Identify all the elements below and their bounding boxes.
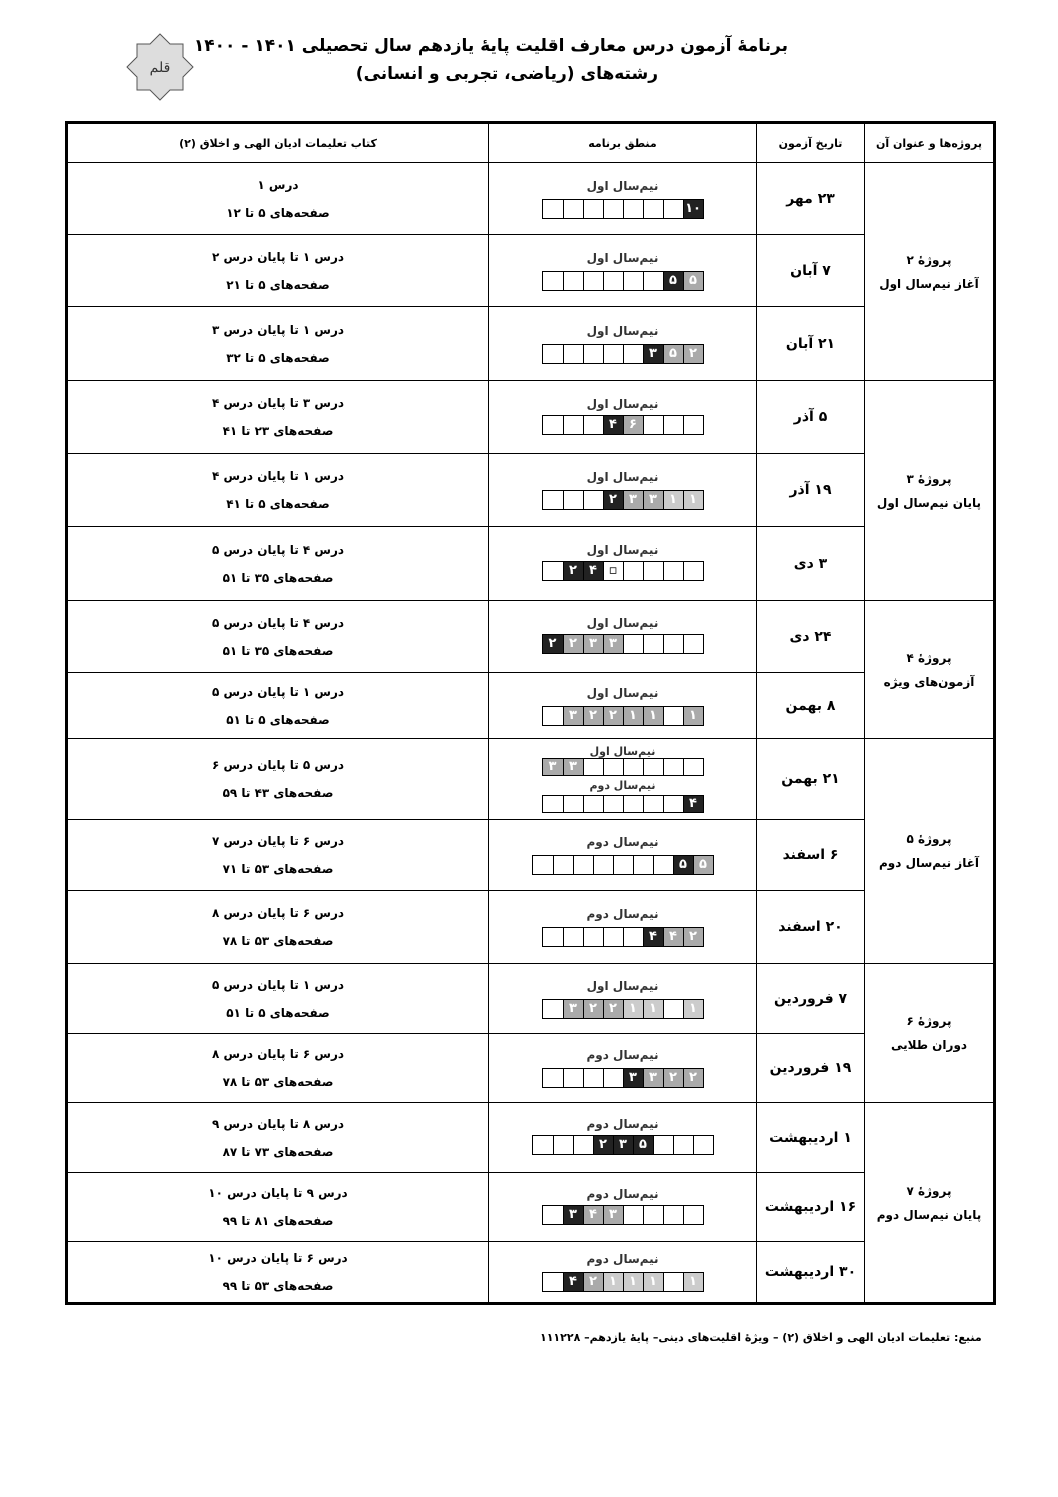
table-row [67, 1173, 995, 1242]
lesson-box [563, 491, 583, 509]
lesson-box [693, 1136, 713, 1154]
lesson-box: ۱ [603, 1273, 623, 1291]
header-logic: منطق برنامه [489, 123, 757, 163]
lesson-range: درس ۴ تا پایان درس ۵ [211, 542, 345, 557]
lesson-box [583, 200, 603, 218]
lesson-box [683, 1206, 703, 1224]
project-cell [865, 163, 995, 381]
lesson-box [603, 759, 623, 775]
semester-label: نیم‌سال اول [586, 543, 659, 557]
lesson-box [533, 856, 553, 874]
table-row [67, 527, 995, 601]
exam-date: ۱ اردیبهشت [757, 1103, 865, 1173]
lesson-box [663, 416, 683, 434]
lesson-boxes [542, 344, 704, 364]
lesson-box: ۲ [593, 1136, 613, 1154]
lesson-box: ۱ [643, 1273, 663, 1291]
lesson-box: ۳ [563, 707, 583, 725]
semester-label: نیم‌سال دوم [586, 1117, 659, 1131]
lesson-box [543, 1273, 563, 1291]
lesson-box [593, 856, 613, 874]
lesson-box [583, 1069, 603, 1087]
lesson-box [563, 796, 583, 812]
program-logic-cell [489, 673, 757, 739]
table-row [67, 964, 995, 1034]
exam-date: ۷ فروردین [757, 964, 865, 1034]
exam-date: ۲۰ اسفند [757, 891, 865, 964]
lesson-box [623, 1206, 643, 1224]
exam-date: ۳ دی [757, 527, 865, 601]
table-row [67, 1103, 995, 1173]
page-range: صفحه‌های ۵۳ تا ۷۱ [222, 862, 334, 876]
book-cell [67, 307, 489, 381]
lesson-range: درس ۱ تا پایان درس ۴ [211, 469, 345, 483]
lesson-box: ▫ [603, 562, 623, 580]
lesson-box [663, 200, 683, 218]
lesson-box [603, 200, 623, 218]
lesson-box: ۳ [603, 635, 623, 653]
lesson-box: ۵ [663, 272, 683, 290]
page-range: صفحه‌های ۵ تا ۱۲ [226, 205, 330, 220]
program-logic-cell [489, 891, 757, 964]
table-row [67, 891, 995, 964]
lesson-box: ۱ [683, 491, 703, 509]
program-logic-cell [489, 964, 757, 1034]
exam-date: ۱۹ فروردین [757, 1034, 865, 1103]
lesson-range: درس ۶ تا پایان درس ۷ [211, 834, 345, 848]
program-logic-cell [489, 1173, 757, 1242]
lesson-boxes [542, 1068, 704, 1088]
table-row [67, 454, 995, 527]
exam-date: ۸ بهمن [757, 673, 865, 739]
exam-date: ۳۰ اردیبهشت [757, 1242, 865, 1304]
program-logic-cell [489, 601, 757, 673]
lesson-box [643, 796, 663, 812]
table-row [67, 307, 995, 381]
lesson-box: ۳ [623, 1069, 643, 1087]
semester-label: نیم‌سال دوم [589, 779, 656, 792]
lesson-box: ۳ [613, 1136, 633, 1154]
lesson-box [623, 796, 643, 812]
lesson-range: درس ۱ [257, 177, 299, 192]
lesson-box [623, 200, 643, 218]
lesson-box: ۴ [583, 562, 603, 580]
lesson-box [543, 272, 563, 290]
project-name: پروژهٔ ۳ [906, 471, 952, 486]
lesson-box: ۱ [623, 707, 643, 725]
lesson-box [673, 1136, 693, 1154]
lesson-box [643, 635, 663, 653]
lesson-box [563, 928, 583, 946]
lesson-box [663, 796, 683, 812]
exam-date: ۵ آذر [757, 381, 865, 454]
lesson-box: ۲ [583, 1273, 603, 1291]
lesson-box: ۵ [663, 345, 683, 363]
lesson-box [543, 345, 563, 363]
table-row [67, 820, 995, 891]
lesson-range: درس ۳ تا پایان درس ۴ [211, 396, 345, 410]
program-logic-cell [489, 235, 757, 307]
lesson-box: ۳ [563, 1206, 583, 1224]
semester-label: نیم‌سال دوم [586, 1048, 659, 1062]
lesson-boxes [542, 634, 704, 654]
lesson-box: ۳ [603, 1206, 623, 1224]
lesson-boxes [532, 855, 714, 875]
program-logic-cell [489, 454, 757, 527]
lesson-box [653, 1136, 673, 1154]
semester-label: نیم‌سال دوم [586, 835, 659, 849]
lesson-box: ۱ [643, 707, 663, 725]
page-range: صفحه‌های ۲۳ تا ۴۱ [222, 424, 334, 438]
lesson-box [663, 1206, 683, 1224]
lesson-box [613, 856, 633, 874]
page-title: برنامهٔ آزمون درس معارف اقلیت پایهٔ یازدهم سال تحصیلی ۱۴۰۱ - ۱۴۰۰ [193, 36, 788, 56]
lesson-box [683, 416, 703, 434]
lesson-box [683, 562, 703, 580]
lesson-box [603, 796, 623, 812]
lesson-box [563, 1069, 583, 1087]
lesson-box [533, 1136, 553, 1154]
lesson-box: ۴ [603, 416, 623, 434]
lesson-box [543, 707, 563, 725]
page-range: صفحه‌های ۵۳ تا ۷۸ [222, 1075, 334, 1089]
lesson-boxes [542, 561, 704, 581]
book-cell [67, 235, 489, 307]
book-cell [67, 820, 489, 891]
lesson-box [643, 562, 663, 580]
lesson-box [633, 856, 653, 874]
lesson-box: ۲ [663, 1069, 683, 1087]
semester-label: نیم‌سال دوم [586, 1186, 659, 1201]
exam-date: ۲۳ مهر [757, 163, 865, 235]
lesson-box: ۳ [643, 1069, 663, 1087]
lesson-box [603, 272, 623, 290]
lesson-box [583, 416, 603, 434]
lesson-box [663, 1000, 683, 1018]
lesson-box [623, 345, 643, 363]
lesson-range: درس ۵ تا پایان درس ۶ [211, 758, 345, 772]
page-range: صفحه‌های ۵۳ تا ۹۹ [222, 1279, 334, 1293]
lesson-box [643, 1206, 663, 1224]
project-name: پروژهٔ ۵ [906, 832, 952, 846]
lesson-box [663, 635, 683, 653]
lesson-box [543, 796, 563, 812]
lesson-range: درس ۱ تا پایان درس ۵ [211, 977, 345, 992]
lesson-box: ۱۰ [683, 200, 703, 218]
project-cell [865, 601, 995, 739]
semester-label: نیم‌سال اول [586, 616, 659, 630]
page-range: صفحه‌های ۷۳ تا ۸۷ [222, 1144, 334, 1159]
lesson-boxes [542, 706, 704, 726]
lesson-box [563, 416, 583, 434]
lesson-box: ۵ [633, 1136, 653, 1154]
book-cell [67, 1242, 489, 1304]
program-logic-cell [489, 307, 757, 381]
lesson-box [583, 491, 603, 509]
semester-label: نیم‌سال اول [586, 323, 659, 338]
table-row [67, 235, 995, 307]
lesson-box [683, 635, 703, 653]
project-subtitle: دوران طلایی [890, 1038, 968, 1052]
lesson-boxes [542, 1272, 704, 1292]
lesson-box [623, 635, 643, 653]
lesson-box: ۲ [563, 562, 583, 580]
lesson-boxes [542, 1205, 704, 1225]
lesson-box [623, 928, 643, 946]
lesson-box [553, 856, 573, 874]
page-range: صفحه‌های ۴۳ تا ۵۹ [222, 786, 334, 800]
header-date: تاریخ آزمون [757, 123, 865, 163]
book-cell [67, 1034, 489, 1103]
lesson-box: ۵ [673, 856, 693, 874]
program-logic-cell [489, 527, 757, 601]
page-range: صفحه‌های ۵ تا ۴۱ [226, 497, 330, 511]
book-cell [67, 964, 489, 1034]
table-row [67, 601, 995, 673]
project-name: پروژهٔ ۶ [906, 1014, 952, 1028]
lesson-box [683, 759, 703, 775]
book-cell [67, 1173, 489, 1242]
project-cell [865, 739, 995, 964]
page-range: صفحه‌های ۸۱ تا ۹۹ [222, 1214, 334, 1228]
lesson-box [643, 272, 663, 290]
lesson-box [663, 562, 683, 580]
lesson-box: ۴ [683, 796, 703, 812]
table-row [67, 1034, 995, 1103]
table-row [67, 673, 995, 739]
svg-text:قلم: قلم [149, 60, 171, 76]
lesson-box [603, 1069, 623, 1087]
table-row [67, 1242, 995, 1304]
lesson-boxes [542, 999, 704, 1019]
table-row [67, 163, 995, 235]
project-subtitle: آغاز نیم‌سال اول [879, 276, 979, 291]
book-cell [67, 1103, 489, 1173]
book-cell [67, 673, 489, 739]
table-header-row [67, 123, 995, 163]
lesson-boxes [542, 795, 704, 813]
lesson-box: ۲ [603, 1000, 623, 1018]
exam-date: ۲۴ دی [757, 601, 865, 673]
semester-label: نیم‌سال دوم [586, 907, 659, 921]
book-cell [67, 739, 489, 820]
lesson-box [543, 1069, 563, 1087]
lesson-box: ۳ [643, 491, 663, 509]
lesson-range: درس ۱ تا پایان درس ۲ [211, 249, 345, 264]
lesson-range: درس ۹ تا پایان درس ۱۰ [208, 1186, 348, 1200]
lesson-box: ۲ [683, 1069, 703, 1087]
lesson-box [663, 707, 683, 725]
lesson-box [543, 1206, 563, 1224]
book-cell [67, 601, 489, 673]
project-cell [865, 381, 995, 601]
lesson-box: ۱ [683, 1000, 703, 1018]
semester-label: نیم‌سال اول [586, 396, 659, 411]
lesson-boxes [542, 927, 704, 947]
lesson-range: درس ۴ تا پایان درس ۵ [211, 615, 345, 630]
lesson-boxes [542, 490, 704, 510]
semester-label: نیم‌سال اول [586, 978, 659, 993]
exam-date: ۱۶ اردیبهشت [757, 1173, 865, 1242]
lesson-box [623, 759, 643, 775]
project-subtitle: آغاز نیم‌سال دوم [878, 856, 980, 870]
book-cell [67, 891, 489, 964]
lesson-range: درس ۶ تا پایان درس ۸ [211, 906, 345, 920]
lesson-box: ۳ [623, 491, 643, 509]
lesson-box [543, 200, 563, 218]
lesson-box [583, 796, 603, 812]
program-logic-cell [489, 739, 757, 820]
lesson-box [623, 272, 643, 290]
lesson-box: ۱ [623, 1273, 643, 1291]
exam-date: ۷ آبان [757, 235, 865, 307]
lesson-box: ۲ [603, 707, 623, 725]
lesson-box: ۱ [643, 1000, 663, 1018]
program-logic-cell [489, 1103, 757, 1173]
lesson-box: ۲ [683, 928, 703, 946]
lesson-box [583, 759, 603, 775]
exam-date: ۲۱ بهمن [757, 739, 865, 820]
page-subtitle: رشته‌های (ریاضی، تجربی و انسانی) [355, 64, 658, 84]
lesson-boxes [542, 758, 704, 776]
lesson-box [573, 856, 593, 874]
lesson-box: ۲ [583, 1000, 603, 1018]
header-project: پروژه‌ها و عنوان آن [865, 123, 995, 163]
lesson-box [603, 345, 623, 363]
lesson-box [583, 928, 603, 946]
exam-schedule-table [65, 121, 996, 1305]
program-logic-cell [489, 1242, 757, 1304]
book-cell [67, 163, 489, 235]
lesson-box: ۳ [583, 635, 603, 653]
lesson-box: ۲ [603, 491, 623, 509]
semester-label: نیم‌سال اول [589, 745, 656, 758]
table-row [67, 381, 995, 454]
semester-label: نیم‌سال دوم [586, 1252, 659, 1266]
project-name: پروژهٔ ۷ [906, 1183, 952, 1198]
lesson-box: ۴ [663, 928, 683, 946]
lesson-range: درس ۶ تا پایان درس ۸ [211, 1047, 345, 1061]
lesson-boxes [542, 415, 704, 435]
semester-label: نیم‌سال اول [586, 685, 659, 700]
lesson-box: ۴ [563, 1273, 583, 1291]
page-range: صفحه‌های ۵ تا ۵۱ [226, 712, 330, 727]
lesson-range: درس ۸ تا پایان درس ۹ [211, 1116, 345, 1131]
lesson-box [583, 345, 603, 363]
table-row [67, 739, 995, 820]
lesson-box: ۳ [563, 759, 583, 775]
lesson-box: ۵ [693, 856, 713, 874]
lesson-box [563, 200, 583, 218]
project-subtitle: پایان نیم‌سال دوم [876, 1207, 982, 1222]
page-range: صفحه‌های ۵ تا ۲۱ [226, 277, 330, 292]
project-name: پروژهٔ ۴ [906, 650, 952, 665]
page-range: صفحه‌های ۵ تا ۵۱ [226, 1005, 330, 1020]
exam-date: ۶ اسفند [757, 820, 865, 891]
lesson-box [583, 272, 603, 290]
lesson-box [543, 928, 563, 946]
lesson-box: ۳ [643, 345, 663, 363]
lesson-box: ۱ [683, 707, 703, 725]
project-name: پروژهٔ ۲ [906, 252, 952, 267]
lesson-box [653, 856, 673, 874]
lesson-box: ۱ [683, 1273, 703, 1291]
lesson-box: ۴ [643, 928, 663, 946]
lesson-box [663, 1273, 683, 1291]
exam-date: ۱۹ آذر [757, 454, 865, 527]
lesson-range: درس ۶ تا پایان درس ۱۰ [208, 1251, 348, 1265]
lesson-boxes [542, 199, 704, 219]
lesson-box [643, 416, 663, 434]
lesson-box: ۵ [683, 272, 703, 290]
page-range: صفحه‌های ۵۳ تا ۷۸ [222, 934, 334, 948]
lesson-box: ۳ [563, 1000, 583, 1018]
page-range: صفحه‌های ۵ تا ۳۲ [226, 350, 330, 365]
source-note: منبع: تعلیمات ادیان الهی و اخلاق (۲) – ویژهٔ اقلیت‌های دینی– پایهٔ یازدهم– ۱۱۱۲۲۸ [540, 1331, 982, 1344]
project-subtitle: آزمون‌های ویژه [883, 674, 975, 689]
lesson-range: درس ۱ تا پایان درس ۵ [211, 684, 345, 699]
book-cell [67, 454, 489, 527]
program-logic-cell [489, 381, 757, 454]
lesson-box [543, 1000, 563, 1018]
lesson-boxes [542, 271, 704, 291]
lesson-box [623, 562, 643, 580]
lesson-box: ۳ [543, 759, 563, 775]
lesson-box [663, 759, 683, 775]
book-cell [67, 527, 489, 601]
exam-date: ۲۱ آبان [757, 307, 865, 381]
project-subtitle: پایان نیم‌سال اول [876, 495, 982, 510]
semester-label: نیم‌سال اول [586, 250, 659, 265]
lesson-box [543, 416, 563, 434]
page-range: صفحه‌های ۳۵ تا ۵۱ [222, 643, 334, 658]
lesson-box [643, 759, 663, 775]
lesson-range: درس ۱ تا پایان درس ۳ [211, 322, 345, 337]
lesson-boxes [532, 1135, 714, 1155]
lesson-box [563, 272, 583, 290]
lesson-box: ۲ [563, 635, 583, 653]
book-cell [67, 381, 489, 454]
lesson-box [543, 491, 563, 509]
lesson-box [553, 1136, 573, 1154]
project-cell [865, 1103, 995, 1304]
header-book: کتاب تعلیمات ادیان الهی و اخلاق (۲) [67, 123, 489, 163]
lesson-box [573, 1136, 593, 1154]
lesson-box: ۱ [623, 1000, 643, 1018]
lesson-box: ۶ [623, 416, 643, 434]
semester-label: نیم‌سال اول [586, 178, 659, 193]
lesson-box: ۲ [543, 635, 563, 653]
program-logic-cell [489, 163, 757, 235]
project-cell [865, 964, 995, 1103]
semester-label: نیم‌سال اول [586, 470, 659, 484]
lesson-box: ۲ [683, 345, 703, 363]
lesson-box [643, 200, 663, 218]
lesson-box [603, 928, 623, 946]
program-logic-cell [489, 820, 757, 891]
lesson-box: ۴ [583, 1206, 603, 1224]
lesson-box: ۲ [583, 707, 603, 725]
lesson-box [563, 345, 583, 363]
lesson-box: ۱ [663, 491, 683, 509]
program-logic-cell [489, 1034, 757, 1103]
lesson-box [543, 562, 563, 580]
page-header [0, 30, 1058, 110]
page-range: صفحه‌های ۳۵ تا ۵۱ [222, 570, 334, 585]
